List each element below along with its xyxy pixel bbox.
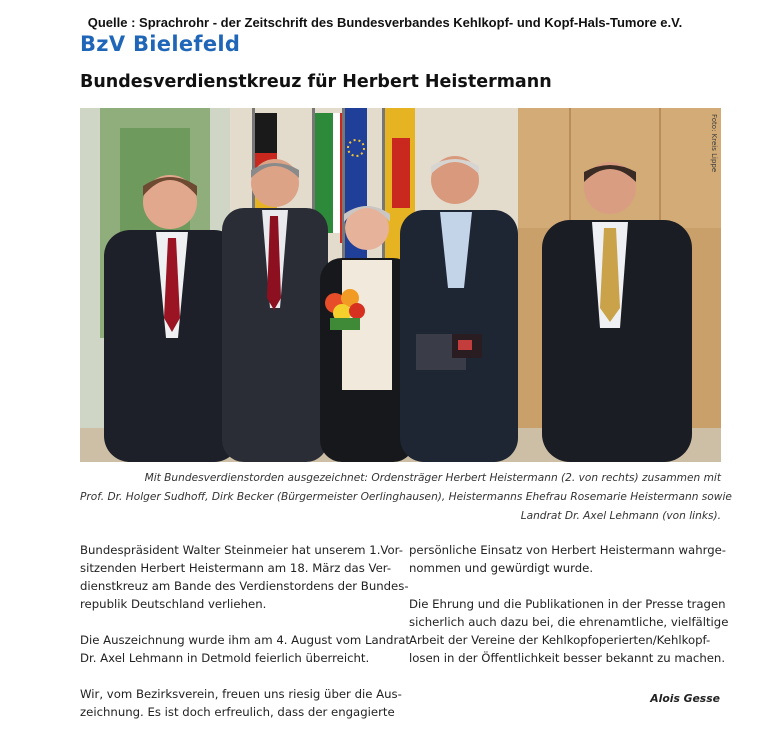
photo-credit: Foto: Kreis Lippe (710, 114, 718, 173)
text-line: sicherlich auch dazu bei, die ehrenamtliche, vielfältige (409, 615, 729, 629)
text-line: republik Deutschland verliehen. (80, 597, 267, 611)
text-line: Wir, vom Bezirksverein, freuen uns riesig über die Aus- (80, 687, 402, 701)
author-signature: Alois Gesse (650, 692, 720, 705)
source-line: Quelle : Sprachrohr - der Zeitschrift des Bundesverbandes Kehlkopf- und Kopf-Hals-Tumore e.V. (87, 15, 683, 30)
text-line: sitzenden Herbert Heistermann am 18. März das Ver- (80, 561, 392, 575)
caption-line: Prof. Dr. Holger Sudhoff, Dirk Becker (Bürgermeister Oerlinghausen), Heistermanns Ehefrau Rosemarie Heistermann sowie (80, 491, 732, 503)
article-column-right (409, 541, 729, 685)
text-line: dienstkreuz am Bande des Verdienstordens der Bundes- (80, 579, 409, 593)
text-line: zeichnung. Es ist doch erfreulich, dass der engagierte (80, 705, 395, 719)
caption-line: Mit Bundesverdienstorden ausgezeichnet: Ordensträger Herbert Heistermann (2. von rechts) zusammen mit (144, 472, 721, 484)
photo-caption (80, 469, 732, 526)
text-line: Arbeit der Vereine der Kehlkopfoperierten/Kehlkopf- (409, 633, 711, 647)
paragraph (80, 631, 411, 667)
article-column-left (80, 541, 411, 739)
paragraph (409, 595, 729, 667)
award-ceremony-photo (80, 108, 721, 462)
text-line: persönliche Einsatz von Herbert Heistermann wahrge- (409, 543, 727, 557)
photo-illustration (80, 108, 721, 462)
text-line: Die Auszeichnung wurde ihm am 4. August vom Landrat (80, 633, 411, 647)
text-line: losen in der Öffentlichkeit besser bekannt zu machen. (409, 651, 726, 665)
text-line: Die Ehrung und die Publikationen in der Presse tragen (409, 597, 726, 611)
section-title: BzV Bielefeld (80, 32, 241, 56)
caption-line: Landrat Dr. Axel Lehmann (von links). (520, 510, 721, 522)
article-headline: Bundesverdienstkreuz für Herbert Heistermann (80, 72, 552, 92)
paragraph (80, 685, 402, 721)
paragraph (409, 541, 727, 577)
text-line: Dr. Axel Lehmann in Detmold feierlich überreicht. (80, 651, 370, 665)
text-line: nommen und gewürdigt wurde. (409, 561, 594, 575)
paragraph (80, 541, 409, 613)
text-line: Bundespräsident Walter Steinmeier hat unserem 1.Vor- (80, 543, 403, 557)
